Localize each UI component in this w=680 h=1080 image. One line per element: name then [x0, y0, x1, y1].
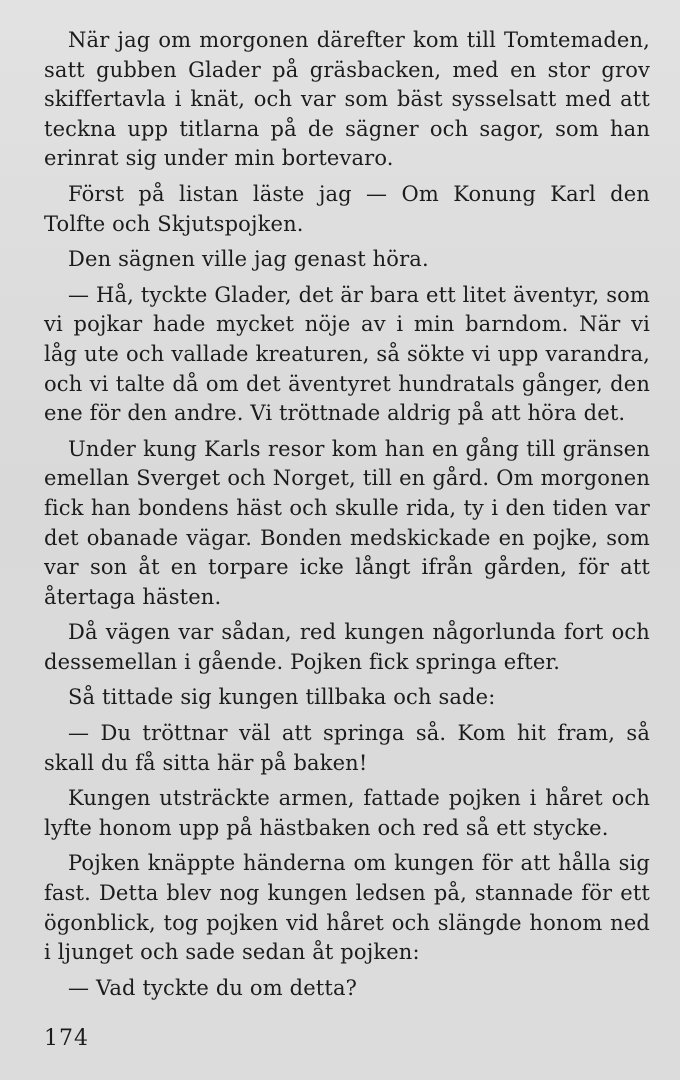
- paragraph-10: Pojken knäppte händerna om kungen för att hålla sig fast. Detta blev nog kungen ledsen på, stannade för ett ögonblick, tog pojken vid håret och slängde honom ned i ljunget och sade sedan åt pojken:: [44, 851, 650, 965]
- paragraph-4: — Hå, tyckte Glader, det är bara ett litet äventyr, som vi pojkar hade mycket nöje av i min barndom. När vi låg ute och vallade kreaturen, så sökte vi upp varandra, och vi talte då om det äventyret hundratals gånger, den ene för den andre. Vi tröttnade aldrig på att höra det.: [44, 282, 650, 426]
- paragraph-9: Kungen utsträckte armen, fattade pojken i håret och lyfte honom upp på hästbaken och red så ett stycke.: [44, 786, 650, 840]
- paragraph-2: Först på listan läste jag — Om Konung Karl den Tolfte och Skjutspojken.: [44, 181, 650, 236]
- paragraph-7: Så tittade sig kungen tillbaka och sade:: [68, 685, 496, 710]
- page-number: 174: [44, 1026, 89, 1051]
- body-text: [44, 26, 650, 1009]
- paragraph-11: — Vad tyckte du om detta?: [68, 975, 358, 1000]
- paragraph-3: Den sägnen ville jag genast höra.: [68, 247, 429, 272]
- paragraph-1: När jag om morgonen därefter kom till Tomtemaden, satt gubben Glader på gräsbacken, med en stor grov skiffertavla i knät, och var som bäst sysselsatt med att teckna upp titlarna på de sägner och sagor, som han erinrat sig under min bortevaro.: [44, 28, 650, 171]
- paragraph-6: Då vägen var sådan, red kungen någorlunda fort och dessemellan i gående. Pojken fick springa efter.: [44, 620, 650, 674]
- paragraph-5: Under kung Karls resor kom han en gång till gränsen emellan Sverget och Norget, till en gård. Om morgonen fick han bondens häst och skulle rida, ty i den tiden var det obanade vägar. Bonden medskickade en pojke, som var son åt en torpare icke långt ifrån gården, för att återtaga hästen.: [44, 436, 650, 609]
- paragraph-8: — Du tröttnar väl att springa så. Kom hit fram, så skall du få sitta här på baken!: [44, 721, 650, 775]
